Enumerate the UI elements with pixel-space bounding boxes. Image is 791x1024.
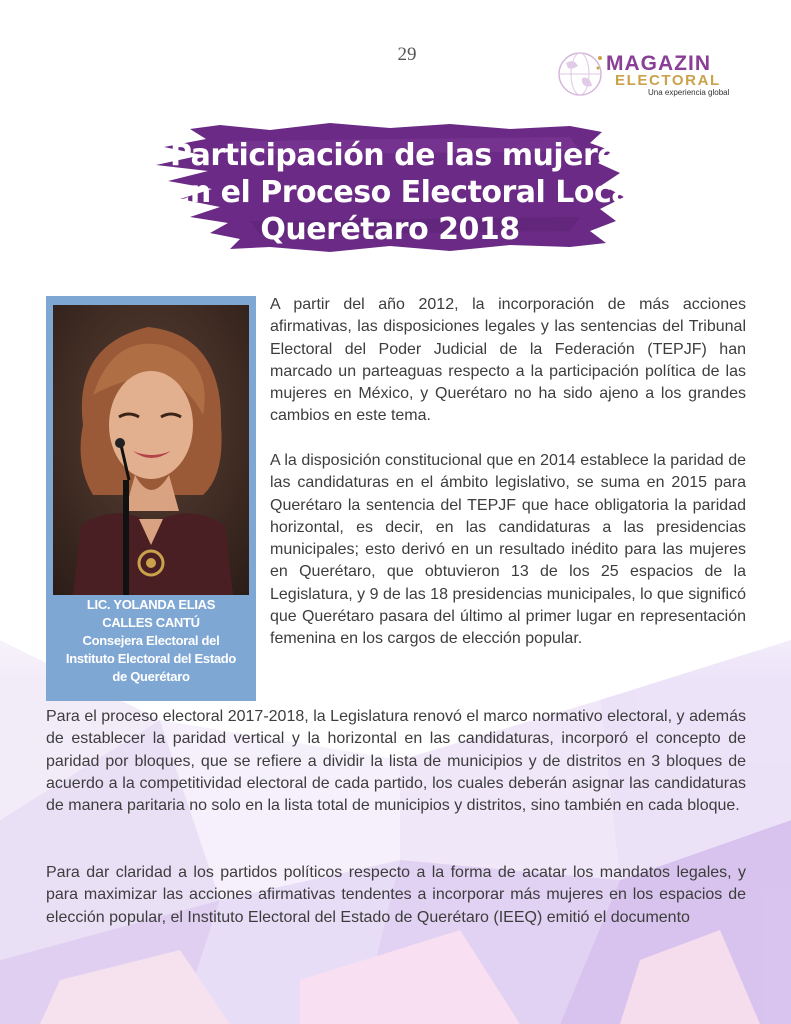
article-paragraph-4: Para dar claridad a los partidos políticos respecto a la forma de acatar los mandatos legales, y para maximizar las acciones afirmativas tendentes a incorporar más mujeres en los espacios de elección popular, el Instituto Electoral del Estado de Querétaro (IEEQ) emitió el documento (46, 864, 746, 926)
article-paragraph-2: A la disposición constitucional que en 2014 establece la paridad de las candidaturas en el ámbito legislativo, se suma en 2015 para Querétaro la sentencia del TEPJF que hace obligatoria la paridad horizontal, es decir, en las candidaturas a las presidencias municipales; esto derivó en un resultado inédito para las mujeres en Querétaro, que obtuvieron 13 de los 25 espacios de la Legislatura, y 9 de las 18 presidencias municipales, lo que significó que Querétaro pasara del último al primer lugar en representación femenina en los cargos de elección popular. (270, 452, 746, 648)
logo-tagline: Una experiencia global (648, 88, 730, 97)
profile-role-line-2: Instituto Electoral del Estado (65, 651, 237, 666)
profile-role-line-3: de Querétaro (112, 669, 190, 684)
title-line-1: Participación de las mujeres (170, 138, 635, 173)
logo-title: MAGAZIN (606, 52, 711, 75)
title-line-2: en el Proceso Electoral Local (170, 175, 641, 210)
profile-caption (50, 596, 252, 686)
globe-icon (556, 48, 608, 100)
profile-name-line-1: LIC. YOLANDA ELIAS (86, 597, 216, 612)
magazine-logo (556, 48, 731, 100)
profile-name-line-2: CALLES CANTÚ (102, 615, 200, 630)
page-title (150, 137, 641, 248)
logo-subtitle: ELECTORAL (615, 72, 721, 89)
page-number: 29 (397, 44, 417, 65)
title-line-3: Querétaro 2018 (260, 212, 520, 247)
article-paragraph-1: A partir del año 2012, la incorporación de más acciones afirmativas, las disposiciones legales y las sentencias del Tribunal Electoral del Poder Judicial de la Federación (TEPJF) han marcado un parteaguas respecto a la participación política de las mujeres en México, y Querétaro no ha sido ajeno a los grandes cambios en este tema. (270, 296, 746, 425)
title-banner (150, 121, 641, 256)
portrait-photo (53, 305, 249, 595)
portrait-illustration (53, 305, 249, 595)
profile-card (46, 296, 256, 701)
profile-role-line-1: Consejera Electoral del (82, 633, 220, 648)
article-paragraph-3: Para el proceso electoral 2017-2018, la Legislatura renovó el marco normativo electoral, y además de establecer la paridad vertical y la horizontal en las candidaturas, incorporó el concepto de paridad por bloques, que se refiere a dividir la lista de municipios y de distritos en 3 bloques de acuerdo a la competitividad electoral de cada partido, los cuales deberán asignar las candidaturas de manera paritaria no solo en la lista total de municipios y distritos, sino también en cada bloque. (46, 708, 746, 815)
